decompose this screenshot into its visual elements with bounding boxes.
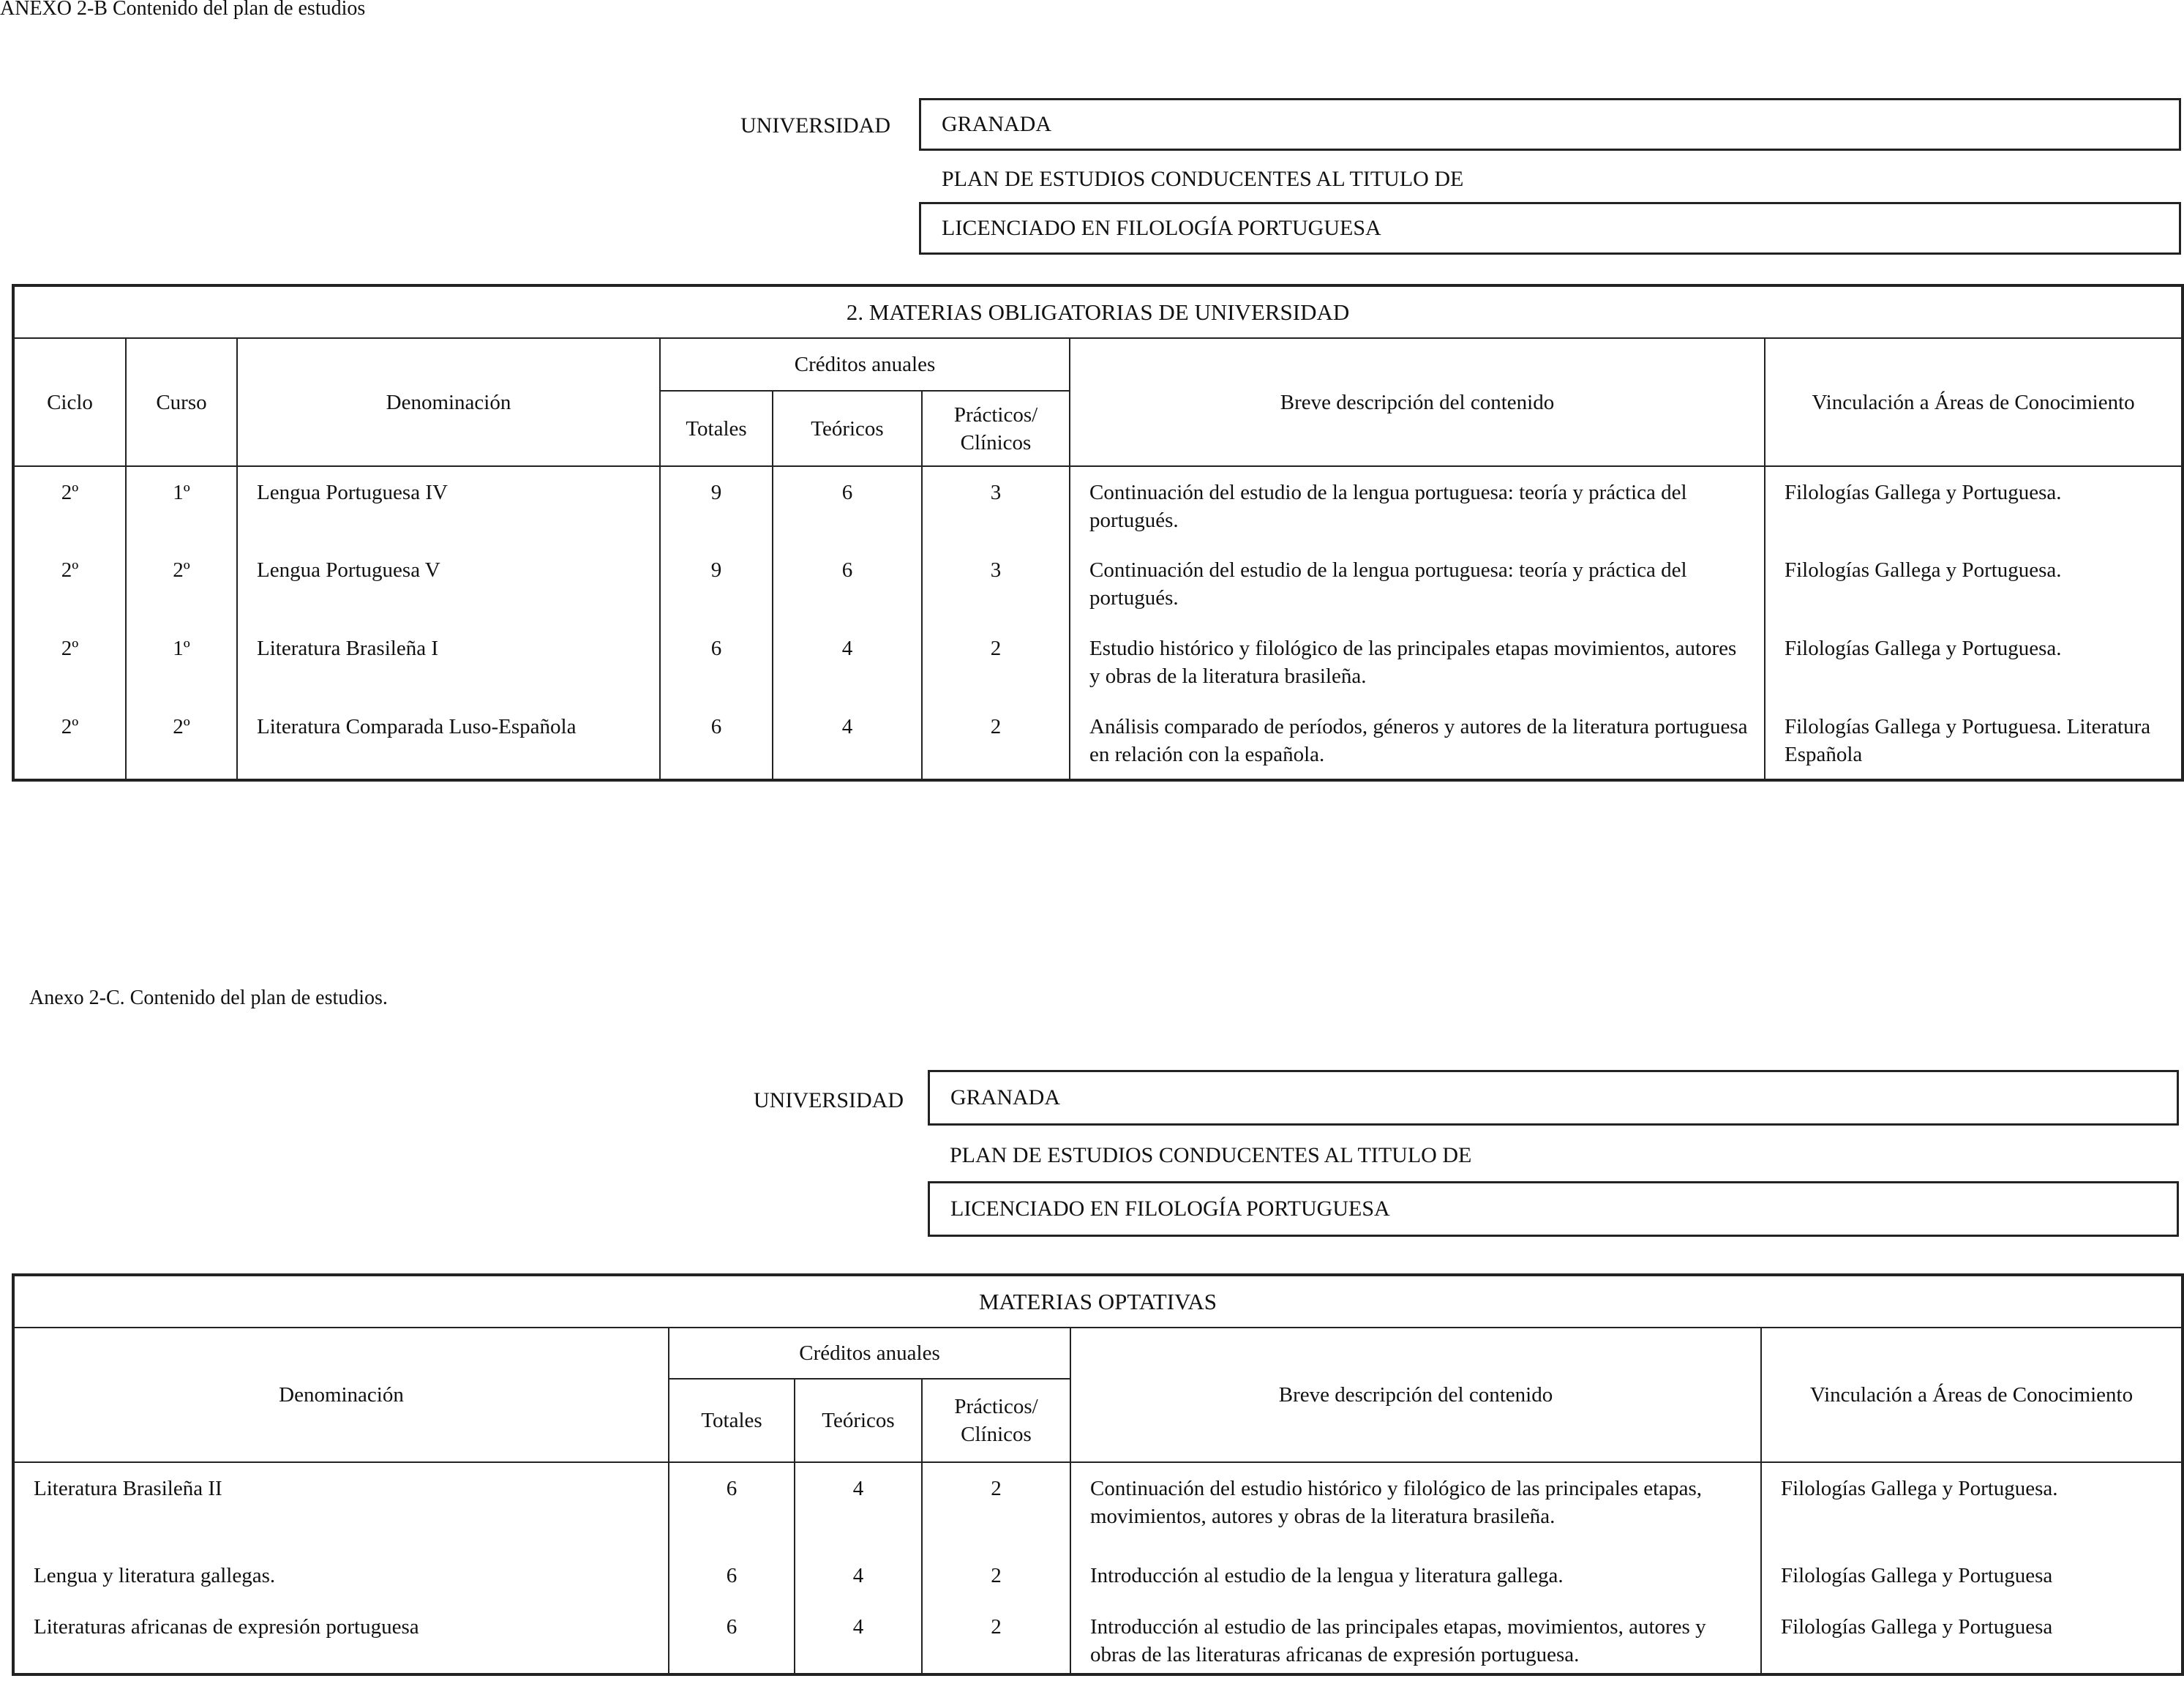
annex-c-universidad-box: [928, 1070, 2179, 1126]
table-row: [13, 623, 2183, 701]
header-denominacion: Denominación: [13, 1328, 669, 1462]
cell-practicos: 2: [922, 1550, 1070, 1601]
cell-ciclo: 2º: [13, 701, 126, 780]
cell-teoricos: 4: [773, 623, 922, 701]
header-denominacion: Denominación: [237, 338, 660, 466]
cell-descripcion: Introducción al estudio de la lengua y literatura gallega.: [1070, 1550, 1761, 1601]
cell-curso: 2º: [126, 701, 237, 780]
annex-c-plan-label: PLAN DE ESTUDIOS CONDUCENTES AL TITULO DE: [950, 1143, 1472, 1167]
cell-vinculacion: Filologías Gallega y Portuguesa.: [1765, 466, 2183, 544]
cell-ciclo: 2º: [13, 544, 126, 623]
table-row: [13, 1550, 2183, 1601]
annex-b-titulo-box: [919, 202, 2181, 255]
annex-c-titulo-value: LICENCIADO EN FILOLOGÍA PORTUGUESA: [950, 1197, 1390, 1221]
header-vinculacion: Vinculación a Áreas de Conocimiento: [1761, 1328, 2183, 1462]
cell-teoricos: 4: [795, 1550, 922, 1601]
cell-descripcion: Estudio histórico y filológico de las principales etapas movimientos, autores y obras de la literatura brasileña.: [1070, 623, 1765, 701]
annex-c-titulo-box: [928, 1181, 2179, 1237]
header-vinculacion: Vinculación a Áreas de Conocimiento: [1765, 338, 2183, 466]
annex-b-universidad-value: GRANADA: [942, 112, 1051, 136]
cell-vinculacion: Filologías Gallega y Portuguesa.: [1765, 623, 2183, 701]
header-curso: Curso: [126, 338, 237, 466]
cell-practicos: 2: [922, 1601, 1070, 1674]
header-ciclo: Ciclo: [13, 338, 126, 466]
cell-totales: 6: [660, 623, 773, 701]
cell-descripcion: Introducción al estudio de las principales etapas, movimientos, autores y obras de las literaturas africanas de expresión portuguesa.: [1070, 1601, 1761, 1674]
annex-b-table: [12, 284, 2184, 782]
annex-b-universidad-label: UNIVERSIDAD: [740, 113, 890, 138]
table-row: [13, 701, 2183, 780]
header-descripcion: Breve descripción del contenido: [1070, 1328, 1761, 1462]
cell-descripcion: Análisis comparado de períodos, géneros y autores de la literatura portuguesa en relación con la española.: [1070, 701, 1765, 780]
table-row: [13, 1462, 2183, 1550]
cell-curso: 1º: [126, 623, 237, 701]
cell-totales: 6: [669, 1550, 795, 1601]
cell-ciclo: 2º: [13, 623, 126, 701]
table-row: [13, 1601, 2183, 1674]
cell-practicos: 2: [922, 623, 1070, 701]
cell-totales: 6: [669, 1601, 795, 1674]
table-row: [13, 466, 2183, 544]
annex-c-universidad-label: UNIVERSIDAD: [754, 1088, 904, 1112]
annex-c-table: [12, 1273, 2184, 1676]
cell-practicos: 2: [922, 1462, 1070, 1550]
header-totales: Totales: [660, 391, 773, 466]
cell-descripcion: Continuación del estudio histórico y filológico de las principales etapas, movimientos, autores y obras de la literatura brasileña.: [1070, 1462, 1761, 1550]
cell-teoricos: 6: [773, 466, 922, 544]
header-descripcion: Breve descripción del contenido: [1070, 338, 1765, 466]
header-totales: Totales: [669, 1379, 795, 1462]
annex-c-table-title: MATERIAS OPTATIVAS: [13, 1275, 2183, 1328]
cell-practicos: 3: [922, 544, 1070, 623]
cell-denominacion: Lengua Portuguesa V: [237, 544, 660, 623]
cell-vinculacion: Filologías Gallega y Portuguesa. Literatura Española: [1765, 701, 2183, 780]
header-practicos: Prácticos/ Clínicos: [922, 391, 1070, 466]
table-row: [13, 544, 2183, 623]
cell-teoricos: 4: [795, 1462, 922, 1550]
cell-totales: 9: [660, 466, 773, 544]
annex-b-table-title: 2. MATERIAS OBLIGATORIAS DE UNIVERSIDAD: [13, 285, 2183, 338]
annex-b-heading: ANEXO 2-B Contenido del plan de estudios: [0, 0, 366, 20]
cell-practicos: 3: [922, 466, 1070, 544]
cell-curso: 1º: [126, 466, 237, 544]
annex-c-heading: Anexo 2-C. Contenido del plan de estudios.: [29, 987, 388, 1009]
cell-teoricos: 4: [773, 701, 922, 780]
header-creditos-anuales: Créditos anuales: [669, 1328, 1070, 1379]
header-teoricos: Teóricos: [795, 1379, 922, 1462]
cell-teoricos: 6: [773, 544, 922, 623]
cell-vinculacion: Filologías Gallega y Portuguesa: [1761, 1550, 2183, 1601]
cell-denominacion: Literatura Brasileña I: [237, 623, 660, 701]
header-creditos-anuales: Créditos anuales: [660, 338, 1070, 391]
cell-totales: 6: [669, 1462, 795, 1550]
cell-vinculacion: Filologías Gallega y Portuguesa.: [1765, 544, 2183, 623]
cell-denominacion: Lengua Portuguesa IV: [237, 466, 660, 544]
cell-vinculacion: Filologías Gallega y Portuguesa.: [1761, 1462, 2183, 1550]
cell-vinculacion: Filologías Gallega y Portuguesa: [1761, 1601, 2183, 1674]
cell-teoricos: 4: [795, 1601, 922, 1674]
cell-denominacion: Literatura Comparada Luso-Española: [237, 701, 660, 780]
header-practicos: Prácticos/ Clínicos: [922, 1379, 1070, 1462]
cell-curso: 2º: [126, 544, 237, 623]
cell-denominacion: Literatura Brasileña II: [13, 1462, 669, 1550]
cell-descripcion: Continuación del estudio de la lengua portuguesa: teoría y práctica del portugués.: [1070, 466, 1765, 544]
cell-totales: 9: [660, 544, 773, 623]
cell-denominacion: Lengua y literatura gallegas.: [13, 1550, 669, 1601]
cell-denominacion: Literaturas africanas de expresión portuguesa: [13, 1601, 669, 1674]
cell-ciclo: 2º: [13, 466, 126, 544]
annex-c-universidad-value: GRANADA: [950, 1085, 1060, 1109]
annex-b-plan-label: PLAN DE ESTUDIOS CONDUCENTES AL TITULO DE: [942, 167, 1464, 191]
cell-practicos: 2: [922, 701, 1070, 780]
cell-totales: 6: [660, 701, 773, 780]
cell-descripcion: Continuación del estudio de la lengua portuguesa: teoría y práctica del portugués.: [1070, 544, 1765, 623]
annex-b-titulo-value: LICENCIADO EN FILOLOGÍA PORTUGUESA: [942, 216, 1381, 240]
header-teoricos: Teóricos: [773, 391, 922, 466]
annex-b-universidad-box: [919, 98, 2181, 151]
